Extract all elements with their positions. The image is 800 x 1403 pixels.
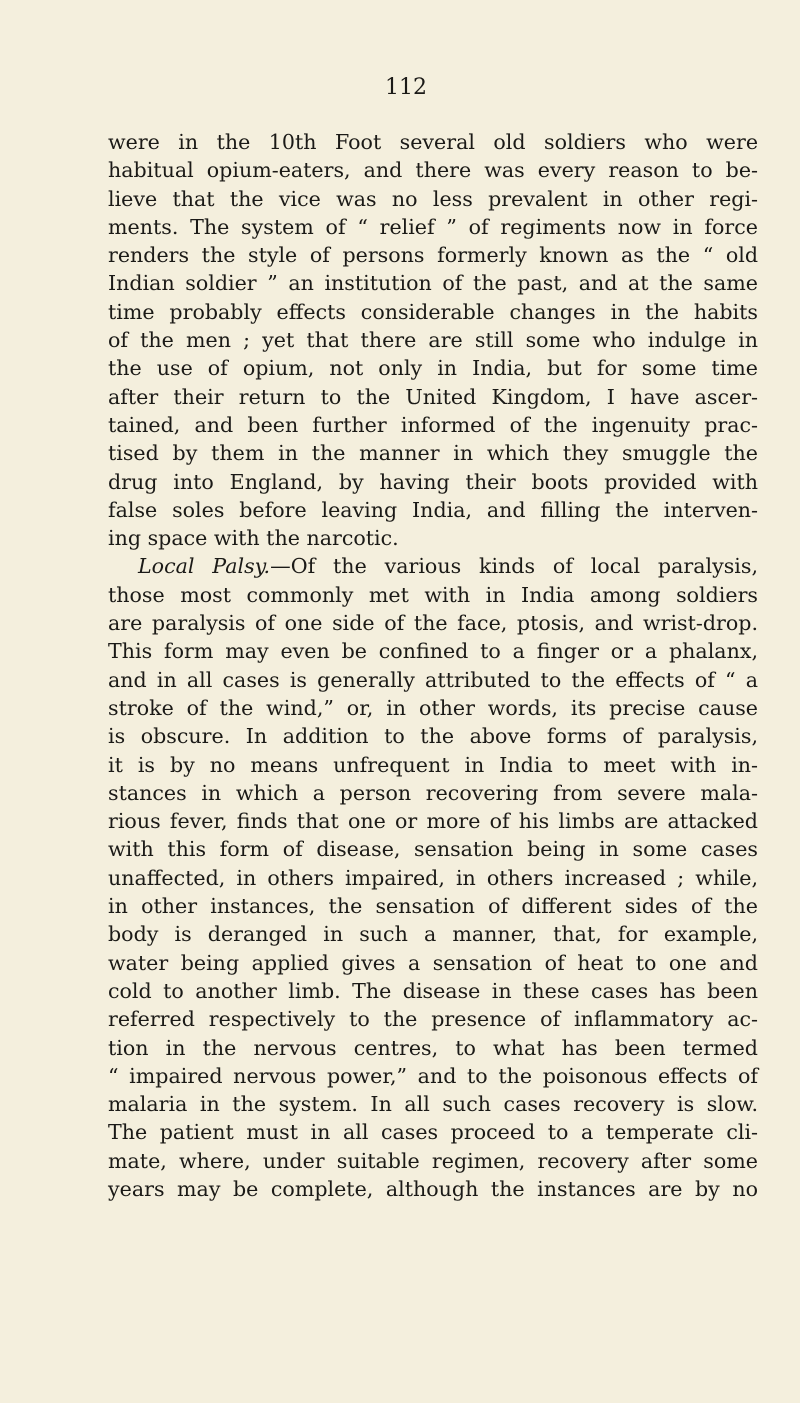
text-line: “ impaired nervous power,” and to the poisonous effects of bbox=[108, 1063, 758, 1088]
text-line: habitual opium-eaters, and there was every reason to be- bbox=[108, 158, 758, 183]
text-line: in other instances, the sensation of different sides of the bbox=[108, 894, 758, 919]
text-line: Indian soldier ” an institution of the past, and at the same bbox=[108, 271, 758, 296]
section-heading-line bbox=[108, 552, 758, 580]
text-line: stroke of the wind,” or, in other words, its precise cause bbox=[108, 695, 758, 720]
text-line: This form may even be confined to a finger or a phalanx, bbox=[108, 639, 758, 664]
text-line: time probably effects considerable changes in the habits bbox=[108, 299, 758, 324]
text-line: tised by them in the manner in which they smuggle the bbox=[108, 441, 758, 466]
text-line: mate, where, under suitable regimen, recovery after some bbox=[108, 1148, 758, 1173]
text-line: malaria in the system. In all such cases recovery is slow. bbox=[108, 1092, 758, 1117]
text-line: lieve that the vice was no less prevalent in other regi- bbox=[108, 186, 758, 211]
text-line: stances in which a person recovering from severe mala- bbox=[108, 780, 758, 805]
page-number: 112 bbox=[385, 75, 427, 100]
text-line: unaffected, in others impaired, in others increased ; while, bbox=[108, 865, 758, 890]
text-line: of the men ; yet that there are still some who indulge in bbox=[108, 328, 758, 353]
text-line: and in all cases is generally attributed to the effects of “ a bbox=[108, 667, 758, 692]
text-line: after their return to the United Kingdom, I have ascer- bbox=[108, 384, 758, 409]
text-line: is obscure. In addition to the above forms of paralysis, bbox=[108, 724, 758, 749]
text-line: the use of opium, not only in India, but for some time bbox=[108, 356, 758, 381]
text-line: ing space with the narcotic. bbox=[108, 526, 399, 551]
text-line: ments. The system of “ relief ” of regiments now in force bbox=[108, 214, 758, 239]
body-text bbox=[108, 128, 758, 1203]
text-line: years may be complete, although the instances are by no bbox=[108, 1176, 758, 1201]
text-line: drug into England, by having their boots provided with bbox=[108, 469, 758, 494]
text-line: renders the style of persons formerly known as the “ old bbox=[108, 243, 758, 268]
text-line: rious fever, finds that one or more of his limbs are attacked bbox=[108, 809, 758, 834]
text-line: The patient must in all cases proceed to a temperate cli- bbox=[108, 1120, 758, 1145]
text-line: it is by no means unfrequent in India to meet with in- bbox=[108, 752, 758, 777]
text-line: water being applied gives a sensation of heat to one and bbox=[108, 950, 758, 975]
text-line: tained, and been further informed of the ingenuity prac- bbox=[108, 412, 758, 437]
text-line: cold to another limb. The disease in these cases has been bbox=[108, 978, 758, 1003]
text-line: are paralysis of one side of the face, ptosis, and wrist-drop. bbox=[108, 611, 758, 636]
text-line: were in the 10th Foot several old soldiers who were bbox=[108, 130, 758, 154]
text-line: with this form of disease, sensation being in some cases bbox=[108, 837, 758, 862]
text-line: tion in the nervous centres, to what has been termed bbox=[108, 1035, 758, 1060]
section-heading: Local Palsy. bbox=[138, 554, 271, 579]
heading-continuation: —Of the various kinds of local paralysis, bbox=[270, 554, 759, 579]
text-line: body is deranged in such a manner, that, for example, bbox=[108, 922, 758, 947]
text-line: those most commonly met with in India among soldiers bbox=[108, 582, 758, 607]
text-line: false soles before leaving India, and filling the interven- bbox=[108, 497, 758, 522]
text-line: referred respectively to the presence of inflammatory ac- bbox=[108, 1007, 758, 1032]
